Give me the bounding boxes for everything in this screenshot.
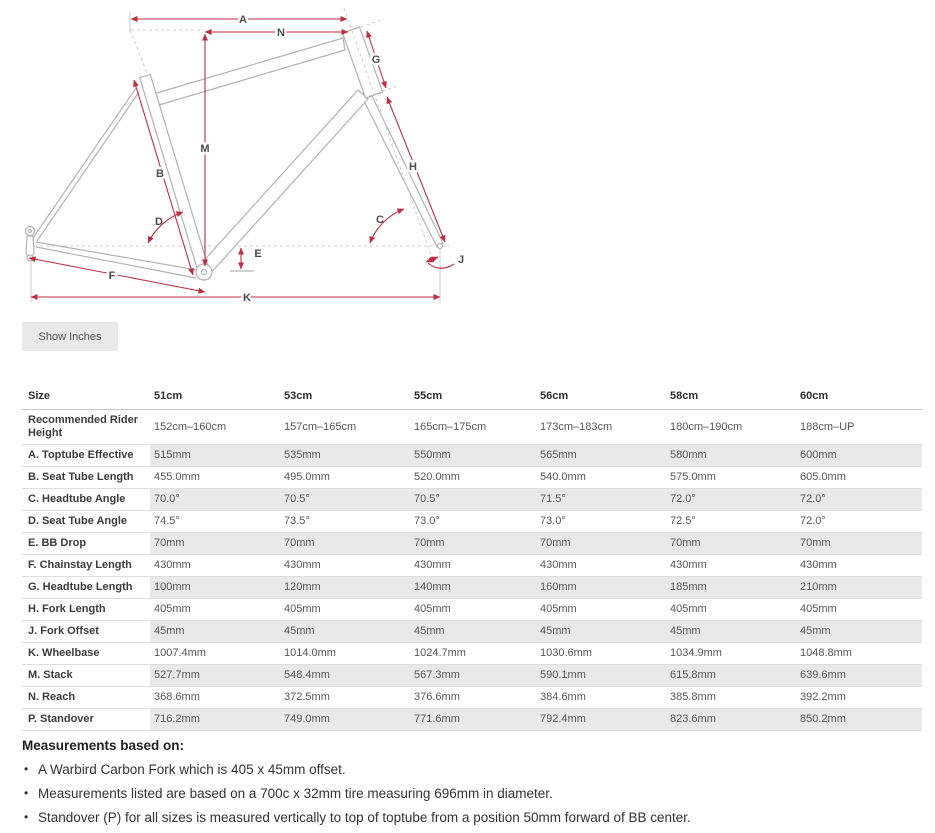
- table-row: [22, 410, 922, 445]
- table-row: [22, 599, 922, 621]
- table-row: [22, 709, 922, 731]
- row-value: 140mm: [410, 577, 536, 599]
- row-value: 70mm: [280, 533, 410, 555]
- row-label: M. Stack: [22, 665, 150, 687]
- row-label: D. Seat Tube Angle: [22, 511, 150, 533]
- col-header-53cm: 53cm: [280, 386, 410, 410]
- row-value: 590.1mm: [536, 665, 666, 687]
- row-value: 1014.0mm: [280, 643, 410, 665]
- show-inches-button[interactable]: Show Inches: [22, 322, 118, 351]
- fork-blade: [363, 96, 443, 247]
- row-label: J. Fork Offset: [22, 621, 150, 643]
- row-value: 160mm: [536, 577, 666, 599]
- dim-d-seatangle-arc: [148, 212, 183, 243]
- dim-label-j: J: [457, 254, 465, 266]
- row-value: 495.0mm: [280, 467, 410, 489]
- row-value: 567.3mm: [410, 665, 536, 687]
- row-value: 70.5°: [410, 489, 536, 511]
- row-value: 605.0mm: [796, 467, 922, 489]
- row-label: P. Standover: [22, 709, 150, 731]
- dim-label-b: B: [156, 168, 164, 180]
- row-value: 70.5°: [280, 489, 410, 511]
- row-value: 716.2mm: [150, 709, 280, 731]
- row-value: 405mm: [536, 599, 666, 621]
- row-value: 405mm: [796, 599, 922, 621]
- row-value: 430mm: [410, 555, 536, 577]
- dimension-arrows: [29, 19, 454, 297]
- row-value: 73.0°: [410, 511, 536, 533]
- row-value: 600mm: [796, 445, 922, 467]
- row-value: 1034.9mm: [666, 643, 796, 665]
- measurement-notes: [22, 738, 902, 833]
- row-value: 615.8mm: [666, 665, 796, 687]
- row-value: 74.5°: [150, 511, 280, 533]
- row-value: 70mm: [666, 533, 796, 555]
- row-value: 385.8mm: [666, 687, 796, 709]
- row-value: 72.0°: [796, 511, 922, 533]
- row-value: 535mm: [280, 445, 410, 467]
- table-row: [22, 687, 922, 709]
- rear-axle: [29, 230, 32, 233]
- row-value: 405mm: [280, 599, 410, 621]
- row-value: 405mm: [410, 599, 536, 621]
- dim-label-d: D: [155, 216, 163, 228]
- row-value: 70mm: [150, 533, 280, 555]
- note-item: • A Warbird Carbon Fork which is 405 x 45mm offset.: [22, 762, 902, 777]
- row-value: 173cm–183cm: [536, 410, 666, 445]
- row-value: 72.0°: [796, 489, 922, 511]
- row-value: 372.5mm: [280, 687, 410, 709]
- dim-label-h: H: [409, 161, 417, 173]
- row-value: 72.0°: [666, 489, 796, 511]
- bottom-bracket-center: [202, 270, 207, 275]
- row-value: 100mm: [150, 577, 280, 599]
- col-header-60cm: 60cm: [796, 386, 922, 410]
- size-column-header: Size: [22, 386, 150, 410]
- row-value: 188cm–UP: [796, 410, 922, 445]
- row-value: 405mm: [666, 599, 796, 621]
- row-value: 45mm: [536, 621, 666, 643]
- table-row: [22, 533, 922, 555]
- frame-outline: [26, 27, 444, 280]
- table-row: [22, 577, 922, 599]
- row-value: 376.6mm: [410, 687, 536, 709]
- row-value: 515mm: [150, 445, 280, 467]
- dim-label-e: E: [254, 248, 262, 260]
- row-value: 430mm: [280, 555, 410, 577]
- row-value: 45mm: [410, 621, 536, 643]
- row-label: A. Toptube Effective: [22, 445, 150, 467]
- row-value: 45mm: [280, 621, 410, 643]
- row-value: 580mm: [666, 445, 796, 467]
- row-value: 45mm: [666, 621, 796, 643]
- table-row: [22, 621, 922, 643]
- seat-tube: [140, 74, 210, 273]
- row-value: 73.0°: [536, 511, 666, 533]
- geometry-table-body: [22, 410, 922, 731]
- row-value: 70mm: [410, 533, 536, 555]
- row-value: 430mm: [666, 555, 796, 577]
- row-value: 749.0mm: [280, 709, 410, 731]
- dim-label-m: M: [200, 143, 210, 155]
- row-value: 850.2mm: [796, 709, 922, 731]
- notes-list: [22, 762, 902, 825]
- row-value: 72.5°: [666, 511, 796, 533]
- row-value: 792.4mm: [536, 709, 666, 731]
- row-value: 384.6mm: [536, 687, 666, 709]
- row-value: 520.0mm: [410, 467, 536, 489]
- row-label: C. Headtube Angle: [22, 489, 150, 511]
- row-value: 455.0mm: [150, 467, 280, 489]
- row-value: 548.4mm: [280, 665, 410, 687]
- row-value: 180cm–190cm: [666, 410, 796, 445]
- row-value: 1030.6mm: [536, 643, 666, 665]
- table-row: [22, 665, 922, 687]
- notes-heading: Measurements based on:: [22, 738, 185, 753]
- row-value: 771.6mm: [410, 709, 536, 731]
- row-value: 575.0mm: [666, 467, 796, 489]
- table-header-row: [22, 386, 922, 410]
- row-value: 45mm: [796, 621, 922, 643]
- row-value: 73.5°: [280, 511, 410, 533]
- geometry-table: [22, 386, 922, 731]
- row-value: 430mm: [536, 555, 666, 577]
- col-header-58cm: 58cm: [666, 386, 796, 410]
- row-value: 210mm: [796, 577, 922, 599]
- chainstay-tube: [36, 247, 196, 278]
- row-value: 1007.4mm: [150, 643, 280, 665]
- dim-label-f: F: [108, 270, 116, 282]
- note-item: • Measurements listed are based on a 700c x 32mm tire measuring 696mm in diameter.: [22, 786, 902, 801]
- row-value: 430mm: [796, 555, 922, 577]
- row-label: B. Seat Tube Length: [22, 467, 150, 489]
- construction-lines: [28, 12, 449, 302]
- table-row: [22, 489, 922, 511]
- row-value: 45mm: [150, 621, 280, 643]
- table-row: [22, 643, 922, 665]
- table-row: [22, 511, 922, 533]
- front-dropout: [438, 244, 443, 249]
- seat-axis-extension: [130, 30, 147, 73]
- row-value: 639.6mm: [796, 665, 922, 687]
- rear-derailleur-hanger: [26, 236, 34, 256]
- row-value: 540.0mm: [536, 467, 666, 489]
- table-row: [22, 555, 922, 577]
- frame-geometry-diagram: [0, 0, 470, 312]
- table-row: [22, 445, 922, 467]
- dim-label-n: N: [277, 27, 285, 39]
- row-value: 1024.7mm: [410, 643, 536, 665]
- row-label: G. Headtube Length: [22, 577, 150, 599]
- dim-label-a: A: [239, 14, 247, 26]
- seatstay-tube: [37, 92, 139, 241]
- row-value: 392.2mm: [796, 687, 922, 709]
- row-value: 152cm–160cm: [150, 410, 280, 445]
- row-value: 120mm: [280, 577, 410, 599]
- row-value: 70mm: [536, 533, 666, 555]
- table-row: [22, 467, 922, 489]
- row-value: 823.6mm: [666, 709, 796, 731]
- row-value: 165cm–175cm: [410, 410, 536, 445]
- top-tube: [150, 38, 345, 107]
- row-value: 550mm: [410, 445, 536, 467]
- row-label: Recommended Rider Height: [22, 410, 150, 445]
- row-label: H. Fork Length: [22, 599, 150, 621]
- row-value: 430mm: [150, 555, 280, 577]
- row-label: E. BB Drop: [22, 533, 150, 555]
- down-tube: [199, 90, 368, 275]
- dim-label-g: G: [371, 54, 381, 66]
- col-header-55cm: 55cm: [410, 386, 536, 410]
- dim-label-c: C: [376, 214, 384, 226]
- row-value: 185mm: [666, 577, 796, 599]
- row-label: N. Reach: [22, 687, 150, 709]
- note-item: • Standover (P) for all sizes is measured vertically to top of toptube from a position 50mm forward of BB center.: [22, 810, 902, 825]
- row-value: 565mm: [536, 445, 666, 467]
- seatstay-tube: [33, 88, 136, 238]
- col-header-51cm: 51cm: [150, 386, 280, 410]
- dim-label-k: K: [243, 292, 251, 304]
- row-value: 157cm–165cm: [280, 410, 410, 445]
- row-value: 368.6mm: [150, 687, 280, 709]
- row-value: 1048.8mm: [796, 643, 922, 665]
- row-value: 527.7mm: [150, 665, 280, 687]
- row-label: K. Wheelbase: [22, 643, 150, 665]
- col-header-56cm: 56cm: [536, 386, 666, 410]
- row-label: F. Chainstay Length: [22, 555, 150, 577]
- row-value: 70mm: [796, 533, 922, 555]
- row-value: 70.0°: [150, 489, 280, 511]
- row-value: 405mm: [150, 599, 280, 621]
- dim-j-leader: [428, 263, 454, 268]
- row-value: 71.5°: [536, 489, 666, 511]
